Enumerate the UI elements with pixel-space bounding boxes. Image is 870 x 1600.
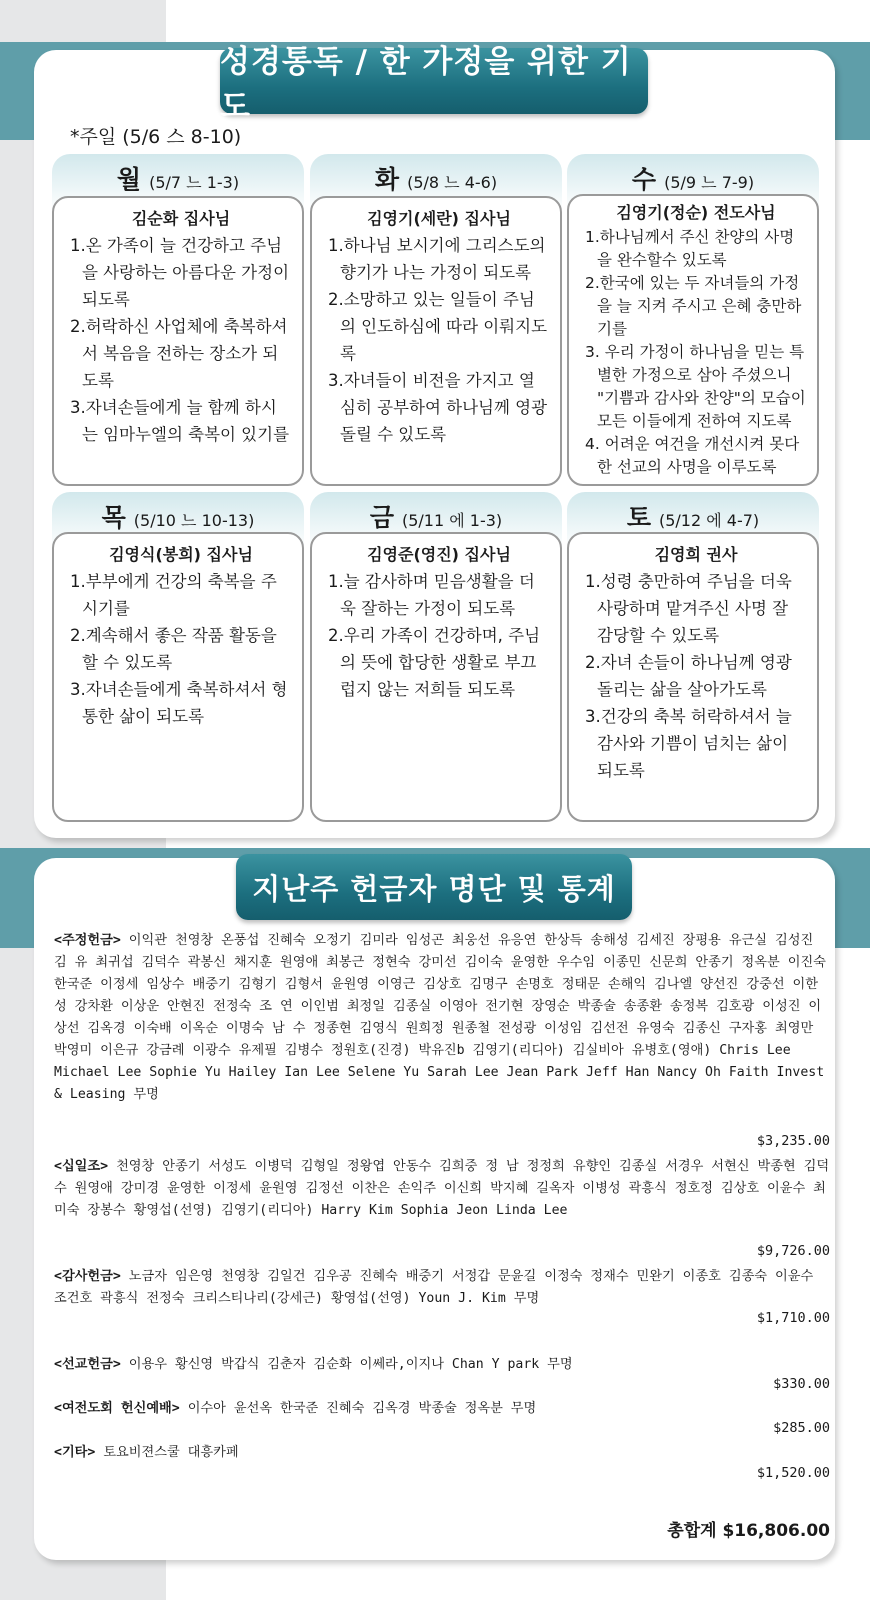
prayer-item: 2.소망하고 있는 일들이 주님의 인도하심에 따라 이뤄지도록 [328, 290, 548, 363]
prayer-person: 김영기(정순) 전도사님 [616, 203, 776, 222]
offering-total: 총합계 $16,806.00 [667, 1521, 830, 1541]
prayer-item: 3. 우리 가정이 하나님을 믿는 특별한 가정으로 삼아 주셨으니 "기쁨과 감사와 찬양"의 모습이 모든 이들에게 전하여 지도록 [585, 343, 806, 430]
prayer-item: 3.자녀손들에게 늘 함께 하시는 임마누엘의 축복이 있기를 [70, 398, 290, 444]
prayer-item: 2.자녀 손들이 하나님께 영광 돌리는 삶을 살아가도록 [585, 653, 792, 699]
day-reading: (5/10 느 10-13) [133, 511, 255, 530]
offering-names: 천영창 안종기 서성도 이병덕 김형일 정왕엽 안동수 김희중 정 남 정정희 유향인 김종실 서경우 서현신 박종현 김덕수 원영애 강미경 윤영한 이정세 윤원영 김정선 이찬은 손익주 이신희 박지혜 길옥자 이병성 곽흥식 정호정 김상호 이윤수 최미숙 장봉수 황영섭(선영) 김영기(리디아) Harry Kim Sophia Jeon Linda Lee [54, 1159, 830, 1218]
prayer-person: 김영기(세란) 집사님 [367, 209, 511, 228]
offering-category: <감사헌금> [54, 1269, 121, 1284]
offering-amount: $1,710.00 [756, 1310, 830, 1326]
offering-amount: $1,520.00 [756, 1465, 830, 1481]
offering-names: 이용우 황신영 박갑식 김춘자 김순화 이쎄라,이지나 Chan Y park 무명 [128, 1357, 573, 1372]
day-reading: (5/9 느 7-9) [664, 173, 755, 192]
day-reading: (5/12 에 4-7) [658, 511, 760, 530]
offering-section-title: 지난주 헌금자 명단 및 통계 [236, 854, 632, 920]
day-reading: (5/7 느 1-3) [149, 173, 240, 192]
prayer-item: 1.온 가족이 늘 건강하고 주님을 사랑하는 아름다운 가정이 되도록 [70, 236, 290, 309]
prayer-box [52, 532, 304, 822]
offering-category: <십일조> [54, 1159, 109, 1174]
prayer-item: 3.자녀들이 비전을 가지고 열심히 공부하여 하나님께 영광 돌릴 수 있도록 [328, 371, 548, 444]
prayer-person: 김영식(봉희) 집사님 [109, 545, 253, 564]
offering-names: 이수아 윤선옥 한국준 진혜숙 김옥경 박종술 정옥분 무명 [187, 1401, 537, 1416]
offering-amount: $330.00 [773, 1376, 830, 1392]
prayer-item: 2.허락하신 사업체에 축복하셔서 복음을 전하는 장소가 되도록 [70, 317, 288, 390]
offering-category: <여전도회 헌신예배> [54, 1401, 180, 1416]
offering-category: <주정헌금> [54, 933, 121, 948]
prayer-item: 1.성령 충만하여 주님을 더욱 사랑하며 맡겨주신 사명 잘 감당할 수 있도록 [585, 572, 792, 645]
offering-group-other [54, 1442, 830, 1464]
sunday-reading: *주일 (5/6 스 8-10) [70, 126, 242, 148]
day-name: 토 [626, 503, 651, 532]
prayer-item: 4. 어려운 여건을 개선시켜 못다한 선교의 사명을 이루도록 [585, 435, 800, 476]
offering-names: 노금자 임은영 천영창 김일건 김우공 진혜숙 배중기 서정갑 문윤길 이정숙 정재수 민완기 이종호 김종숙 이윤수 조건호 곽흥식 전정숙 크리스티나리(강세근) 황영섭(선영) Youn J. Kim 무명 [54, 1269, 814, 1306]
prayer-box [310, 532, 562, 822]
prayer-item: 1.하나님께서 주신 찬양의 사명을 완수할수 있도록 [585, 228, 795, 269]
prayer-item: 2.우리 가족이 건강하며, 주님의 뜻에 합당한 생활로 부끄럽지 않는 저희들 되도록 [328, 626, 541, 699]
offering-names: 토요비젼스쿨 대흥카페 [103, 1445, 239, 1460]
prayer-item: 2.한국에 있는 두 자녀들의 가정을 늘 지켜 주시고 은혜 충만하기를 [585, 274, 802, 338]
offering-group-mission [54, 1354, 830, 1376]
prayer-section-title: 성경통독 / 한 가정을 위한 기도 [220, 48, 648, 114]
offering-amount: $9,726.00 [756, 1243, 830, 1259]
prayer-item: 3.건강의 축복 허락하셔서 늘 감사와 기쁨이 넘치는 삶이 되도록 [585, 707, 792, 780]
prayer-item: 1.하나님 보시기에 그리스도의 향기가 나는 가정이 되도록 [328, 236, 546, 282]
prayer-person: 김영준(영진) 집사님 [367, 545, 511, 564]
prayer-item: 1.늘 감사하며 믿음생활을 더욱 잘하는 가정이 되도록 [328, 572, 535, 618]
prayer-person: 김영희 권사 [654, 545, 738, 564]
prayer-box [52, 196, 304, 486]
day-reading: (5/11 에 1-3) [401, 511, 503, 530]
offering-amount: $285.00 [773, 1420, 830, 1436]
day-name: 금 [369, 503, 394, 532]
prayer-person: 김순화 집사님 [131, 209, 231, 228]
prayer-box [567, 532, 819, 822]
day-name: 목 [101, 503, 126, 532]
offering-group-tithe [54, 1156, 830, 1222]
offering-group-womens [54, 1398, 830, 1420]
offering-names: 이익관 천영창 온풍섭 진혜숙 오정기 김미라 임성곤 최웅선 유응연 한상득 송해성 김세진 장평용 유근실 김성진 김 유 최귀섭 김덕수 곽봉신 채지훈 원영애 최봉근 정현숙 강미선 김이숙 윤영한 우수임 이종민 신문희 안종기 정옥분 이진숙 한국준 이정세 임상수 배중기 김형기 김형서 윤원영 이영근 김상호 김명구 손명호 정태문 손해익 김나엘 양선진 강중선 이한성 강차환 이상운 안현진 전정숙 조 연 이인범 최정일 김종실 이영아 전기현 장영순 박종술 송종환 송정복 김호광 이성진 이상선 김옥경 이숙배 이옥순 이명숙 남 수 정종현 김영식 원희정 원종철 전성광 이성임 김선전 유영숙 김종신 구자홍 최영만 박영미 이은규 강금례 이광수 유제필 김병수 정원호(진경) 박유진b 김영기(리디아) 김실비아 유병호(영애) Chris Lee Michael Lee Sophie Yu Hailey Ian Lee Selene Yu Sarah Lee Jean Park Jeff Han Nancy Oh Faith Invest & Leasing 무명 [54, 933, 826, 1102]
offering-group-sunday [54, 930, 830, 1106]
prayer-item: 1.부부에게 건강의 축복을 주시기를 [70, 572, 277, 618]
prayer-box [567, 194, 819, 486]
offering-group-thanks [54, 1266, 830, 1310]
prayer-box [310, 196, 562, 486]
offering-category: <선교헌금> [54, 1357, 121, 1372]
offering-amount: $3,235.00 [756, 1133, 830, 1149]
day-reading: (5/8 느 4-6) [407, 173, 498, 192]
offering-category: <기타> [54, 1445, 96, 1460]
day-name: 월 [116, 165, 142, 194]
prayer-item: 3.자녀손들에게 축복하셔서 형통한 삶이 되도록 [70, 680, 288, 726]
day-name: 수 [631, 165, 657, 194]
prayer-item: 2.계속해서 좋은 작품 활동을 할 수 있도록 [70, 626, 277, 672]
day-name: 화 [374, 165, 400, 194]
